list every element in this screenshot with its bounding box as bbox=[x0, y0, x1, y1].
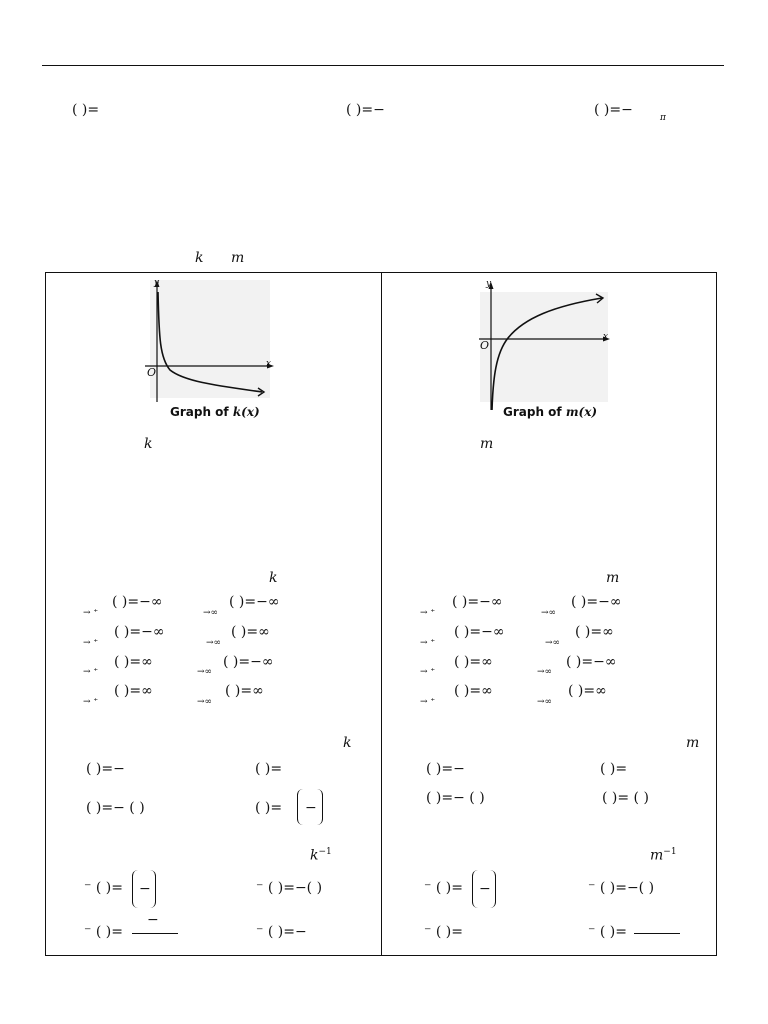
right-name-label: m bbox=[480, 436, 494, 452]
left-deriv-4: ( )= bbox=[255, 800, 283, 816]
left-inverse-3: ⁻ ( )= bbox=[84, 924, 123, 940]
intro-m-label: m bbox=[231, 250, 245, 266]
graph-m-caption: Graph of m(x) bbox=[503, 405, 598, 419]
right-deriv-title: m bbox=[686, 735, 700, 751]
right-inverse-3: ⁻ ( )= bbox=[424, 924, 463, 940]
graph-k bbox=[140, 278, 280, 406]
lim-arrow: →∞ bbox=[203, 608, 219, 618]
right-limits-title: m bbox=[606, 570, 620, 586]
lim-arrow: →∞ bbox=[537, 667, 553, 677]
intro-k-label: k bbox=[195, 250, 204, 266]
left-inverse-3-minus: − bbox=[147, 912, 159, 928]
left-inverse-title: $k^{-1}$ bbox=[310, 847, 332, 864]
lim-expr: ( )=∞ bbox=[114, 654, 153, 670]
table-divider bbox=[381, 272, 382, 956]
lim-arrow: → ⁺ bbox=[83, 697, 99, 707]
def-third: ( )=− bbox=[594, 102, 633, 118]
lim-arrow: →∞ bbox=[545, 638, 561, 648]
right-deriv-1: ( )=− bbox=[426, 761, 465, 777]
left-deriv-2: ( )= bbox=[255, 761, 283, 777]
header-rule bbox=[42, 65, 724, 66]
lim-arrow: → ⁺ bbox=[83, 638, 99, 648]
left-name-label: k bbox=[144, 436, 153, 452]
left-deriv-4-minus: − bbox=[305, 800, 317, 816]
lim-arrow: →∞ bbox=[197, 697, 213, 707]
right-inverse-2: ⁻ ( )=−( ) bbox=[588, 880, 655, 896]
lim-arrow: → ⁺ bbox=[420, 667, 436, 677]
left-deriv-title: k bbox=[343, 735, 352, 751]
lim-arrow: → ⁺ bbox=[420, 608, 436, 618]
def-third-note: π bbox=[660, 113, 666, 123]
right-inverse-title: $m^{-1}$ bbox=[650, 847, 677, 864]
left-inverse-1-minus: − bbox=[139, 881, 151, 897]
lim-expr: ( )=∞ bbox=[231, 624, 270, 640]
graph-m-origin: O bbox=[480, 339, 490, 352]
right-deriv-4: ( )= ( ) bbox=[602, 790, 649, 806]
lim-arrow: →∞ bbox=[541, 608, 557, 618]
lim-expr: ( )=−∞ bbox=[454, 624, 505, 640]
lim-arrow: → ⁺ bbox=[420, 638, 436, 648]
lim-expr: ( )=∞ bbox=[454, 683, 493, 699]
graph-m bbox=[474, 278, 614, 412]
left-inverse-2: ⁻ ( )=−( ) bbox=[256, 880, 323, 896]
lim-expr: ( )=−∞ bbox=[112, 594, 163, 610]
left-limits-title: k bbox=[269, 570, 278, 586]
graph-m-y-label: y bbox=[486, 279, 492, 289]
right-inverse-1-minus: − bbox=[479, 881, 491, 897]
right-deriv-2: ( )= bbox=[600, 761, 628, 777]
lim-expr: ( )=∞ bbox=[454, 654, 493, 670]
def-k: ( )= bbox=[72, 102, 100, 118]
lim-arrow: →∞ bbox=[197, 667, 213, 677]
left-deriv-1: ( )=− bbox=[86, 761, 125, 777]
lim-arrow: → ⁺ bbox=[83, 667, 99, 677]
lim-expr: ( )=−∞ bbox=[452, 594, 503, 610]
right-inverse-4: ⁻ ( )= bbox=[588, 924, 627, 940]
lim-expr: ( )=−∞ bbox=[229, 594, 280, 610]
left-inverse-1: ⁻ ( )= bbox=[84, 880, 123, 896]
right-inverse-1: ⁻ ( )= bbox=[424, 880, 463, 896]
lim-expr: ( )=∞ bbox=[114, 683, 153, 699]
left-inverse-4: ⁻ ( )=− bbox=[256, 924, 307, 940]
left-deriv-3: ( )=− ( ) bbox=[86, 800, 145, 816]
lim-arrow: → ⁺ bbox=[420, 697, 436, 707]
def-m: ( )=− bbox=[346, 102, 385, 118]
lim-arrow: →∞ bbox=[206, 638, 222, 648]
lim-expr: ( )=−∞ bbox=[114, 624, 165, 640]
graph-k-origin: O bbox=[147, 366, 157, 379]
lim-expr: ( )=∞ bbox=[575, 624, 614, 640]
graph-k-caption: Graph of k(x) bbox=[170, 405, 260, 419]
lim-expr: ( )=−∞ bbox=[223, 654, 274, 670]
lim-expr: ( )=−∞ bbox=[566, 654, 617, 670]
right-deriv-3: ( )=− ( ) bbox=[426, 790, 485, 806]
lim-expr: ( )=∞ bbox=[225, 683, 264, 699]
right-inverse-4-fraction bbox=[634, 933, 680, 934]
lim-expr: ( )=∞ bbox=[568, 683, 607, 699]
left-inverse-3-fraction bbox=[132, 933, 178, 934]
graph-k-x-label: x bbox=[266, 359, 272, 369]
lim-arrow: → ⁺ bbox=[83, 608, 99, 618]
lim-expr: ( )=−∞ bbox=[571, 594, 622, 610]
graph-k-y-label: y bbox=[154, 278, 160, 288]
lim-arrow: →∞ bbox=[537, 697, 553, 707]
graph-m-x-label: x bbox=[603, 332, 609, 342]
